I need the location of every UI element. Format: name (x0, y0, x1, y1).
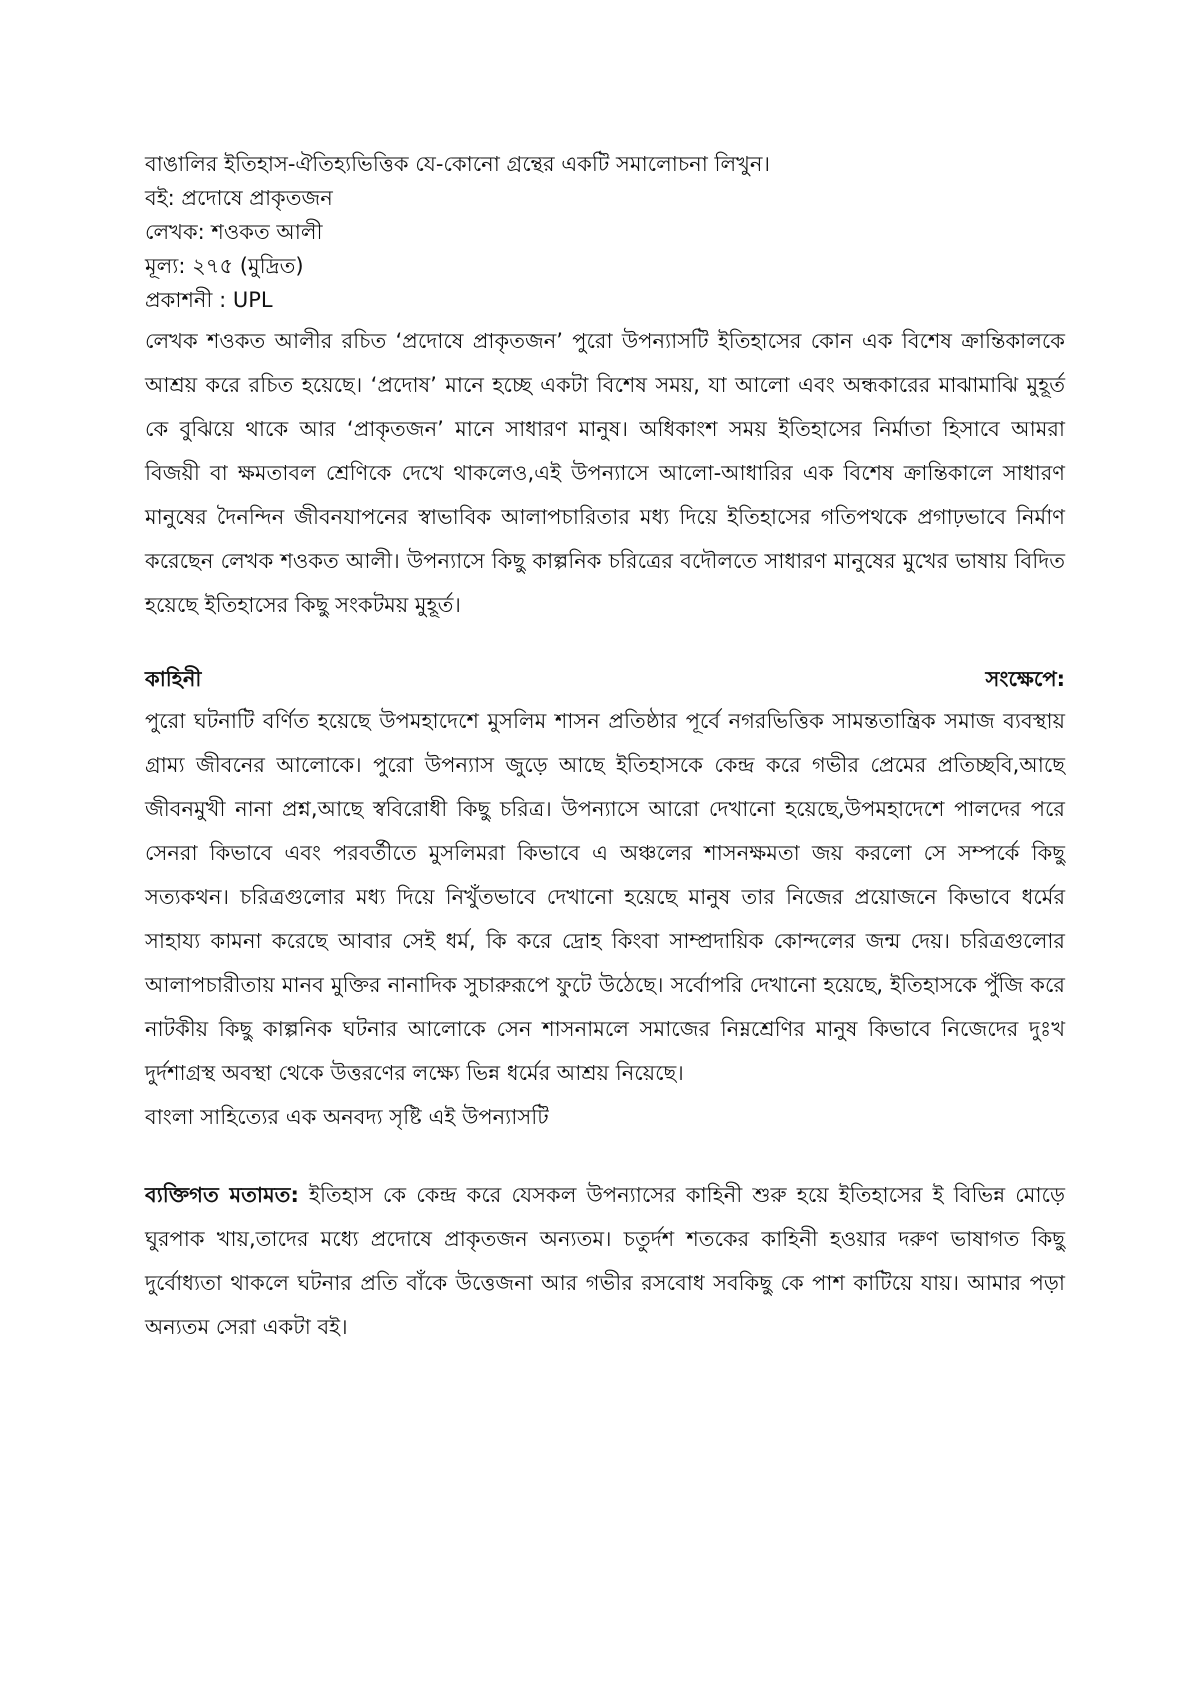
book-price: মূল্য: ২৭৫ (মুদ্রিত) (145, 254, 304, 278)
summary-heading-right: সংক্ষেপে: (985, 667, 1065, 691)
intro-paragraph: লেখক শওকত আলীর রচিত ‘প্রদোষে প্রাকৃতজন’ পুরো উপন্যাসটি ইতিহাসের কোন এক বিশেষ ক্রান্তিকালকে আশ্রয় করে রচিত হয়েছে। ‘প্রদোষ’ মানে হচ্ছে একটা বিশেষ সময়, যা আলো এবং অন্ধকারের মাঝামাঝি মুহূর্ত কে বুঝিয়ে থাকে আর ‘প্রাকৃতজন’ মানে সাধারণ মানুষ। অধিকাংশ সময় ইতিহাসের নির্মাতা হিসাবে আমরা বিজয়ী বা ক্ষমতাবল শ্রেণিকে দেখে থাকলেও,এই উপন্যাসে আলো-আধারির এক বিশেষ ক্রান্তিকালে সাধারণ মানুষের দৈনন্দিন জীবনযাপনের স্বাভাবিক আলাপচারিতার মধ্য দিয়ে ইতিহাসের গতিপথকে প্রগাঢ়ভাবে নির্মাণ করেছেন লেখক শওকত আলী। উপন্যাসে কিছু কাল্পনিক চরিত্রের বদৌলতে সাধারণ মানুষের মুখের ভাষায় বিদিত হয়েছে ইতিহাসের কিছু সংকটময় মুহূর্ত। (145, 329, 1065, 617)
opinion-label: ব্যক্তিগত মতামত: (145, 1183, 299, 1207)
summary-heading (145, 659, 1065, 699)
assignment-prompt: বাঙালির ইতিহাস-ঐতিহ্যভিত্তিক যে-কোনো গ্রন্থের একটি সমালোচনা লিখুন। (145, 152, 770, 176)
book-info (145, 147, 1065, 317)
book-title: বই: প্রদোষে প্রাকৃতজন (145, 186, 333, 210)
opinion-text: ইতিহাস কে কেন্দ্র করে যেসকল উপন্যাসের কাহিনী শুরু হয়ে ইতিহাসের ই বিভিন্ন মোড়ে ঘুরপাক খায়,তাদের মধ্যে প্রদোষে প্রাকৃতজন অন্যতম। চতুর্দশ শতকের কাহিনী হওয়ার দরুণ ভাষাগত কিছু দুর্বোধ্যতা থাকলে ঘটনার প্রতি বাঁকে উত্তেজনা আর গভীর রসবোধ সবকিছু কে পাশ কাটিয়ে যায়। আমার পড়া অন্যতম সেরা একটা বই। (145, 1183, 1065, 1339)
opinion-paragraph (145, 1173, 1065, 1349)
summary-heading-left: কাহিনী (145, 667, 202, 691)
summary-closing-line: বাংলা সাহিত্যের এক অনবদ্য সৃষ্টি এই উপন্যাসটি (145, 1105, 549, 1129)
book-publisher: প্রকাশনী : UPL (145, 288, 273, 312)
document-page (145, 147, 1065, 1349)
book-author: লেখক: শওকত আলী (145, 220, 323, 244)
summary-paragraph: পুরো ঘটনাটি বর্ণিত হয়েছে উপমহাদেশে মুসলিম শাসন প্রতিষ্ঠার পূর্বে নগরভিত্তিক সামন্ততান্ত্রিক সমাজ ব্যবস্থায় গ্রাম্য জীবনের আলোকে। পুরো উপন্যাস জুড়ে আছে ইতিহাসকে কেন্দ্র করে গভীর প্রেমের প্রতিচ্ছবি,আছে জীবনমুখী নানা প্রশ্ন,আছে স্ববিরোধী কিছু চরিত্র। উপন্যাসে আরো দেখানো হয়েছে,উপমহাদেশে পালদের পরে সেনরা কিভাবে এবং পরবর্তীতে মুসলিমরা কিভাবে এ অঞ্চলের শাসনক্ষমতা জয় করলো সে সম্পর্কে কিছু সত্যকথন। চরিত্রগুলোর মধ্য দিয়ে নিখুঁতভাবে দেখানো হয়েছে মানুষ তার নিজের প্রয়োজনে কিভাবে ধর্মের সাহায্য কামনা করেছে আবার সেই ধর্ম, কি করে দ্রোহ কিংবা সাম্প্রদায়িক কোন্দলের জন্ম দেয়। চরিত্রগুলোর আলাপচারীতায় মানব মুক্তির নানাদিক সুচারুরূপে ফুটে উঠেছে। সর্বোপরি দেখানো হয়েছে, ইতিহাসকে পুঁজি করে নাটকীয় কিছু কাল্পনিক ঘটনার আলোকে সেন শাসনামলে সমাজের নিম্নশ্রেণির মানুষ কিভাবে নিজেদের দুঃখ দুর্দশাগ্রস্থ অবস্থা থেকে উত্তরণের লক্ষ্যে ভিন্ন ধর্মের আশ্রয় নিয়েছে। (145, 709, 1065, 1085)
